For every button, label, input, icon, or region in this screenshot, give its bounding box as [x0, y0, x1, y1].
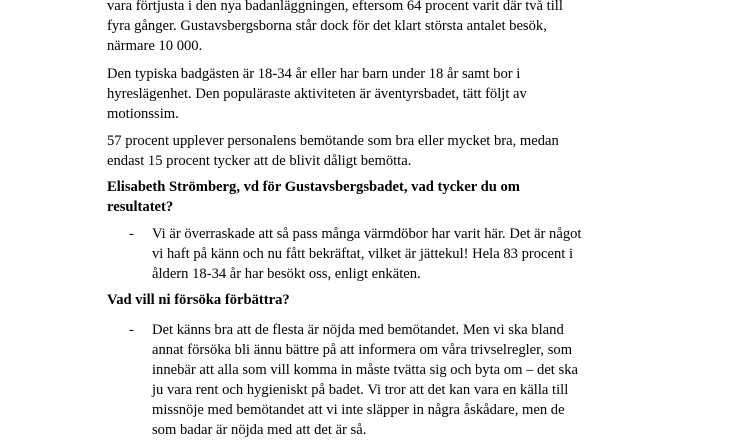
- text-line: innebär att alla som vill komma in måste tvätta sig och byta om – det ska: [152, 362, 578, 378]
- interview-question-1: [107, 177, 627, 217]
- text-line: Elisabeth Strömberg, vd för Gustavsbergsbadet, vad tycker du om: [107, 179, 520, 195]
- text-line: endast 15 procent tycker att de blivit dåligt bemötta.: [107, 153, 412, 169]
- text-line: Det känns bra att de flesta är nöjda med bemötandet. Men vi ska bland: [152, 322, 564, 338]
- text-line: hyreslägenhet. Den populäraste aktiviteten är äventyrsbadet, tätt följt av: [107, 86, 527, 102]
- interview-answer-2: [152, 320, 622, 440]
- answer-1-bullet: -: [129, 226, 134, 242]
- text-line: Den typiska badgästen är 18-34 år eller har barn under 18 år samt bor i: [107, 66, 521, 82]
- text-line: fyra gånger. Gustavsbergsborna står dock för det klart största antalet besök,: [107, 18, 547, 34]
- typical-visitor-paragraph: [107, 64, 627, 124]
- interview-answer-1: [152, 224, 622, 284]
- text-line: 57 procent upplever personalens bemötande som bra eller mycket bra, medan: [107, 133, 559, 149]
- intro-paragraph: [107, 0, 627, 56]
- text-line: annat försöka bli ännu bättre på att informera om våra trivselregler, som: [152, 342, 573, 358]
- text-line: vara förtjusta i den nya badanläggningen, eftersom 64 procent varit där två till: [107, 0, 563, 14]
- text-line: resultatet?: [107, 199, 174, 215]
- answer-2-bullet: -: [129, 322, 134, 338]
- text-line: ju vara rent och hygieniskt på badet. Vi tror att det kan vara en källa till: [152, 382, 569, 398]
- text-line: som badar är nöjda med att det är så.: [152, 422, 367, 438]
- text-line: Vi är överraskade att så pass många värmdöbor har varit här. Det är något: [152, 226, 582, 242]
- interview-question-2: [107, 290, 627, 310]
- text-line: missnöje med bemötandet att vi inte släpper in några åskådare, men de: [152, 402, 565, 418]
- staff-paragraph: [107, 131, 627, 171]
- text-line: motionssim.: [107, 106, 179, 122]
- text-line: åldern 18-34 år har besökt oss, enligt enkäten.: [152, 266, 421, 282]
- text-line: närmare 10 000.: [107, 38, 203, 54]
- text-line: Vad vill ni försöka förbättra?: [107, 292, 290, 308]
- text-line: vi haft på känn och nu fått bekräftat, vilket är jättekul! Hela 83 procent i: [152, 246, 574, 262]
